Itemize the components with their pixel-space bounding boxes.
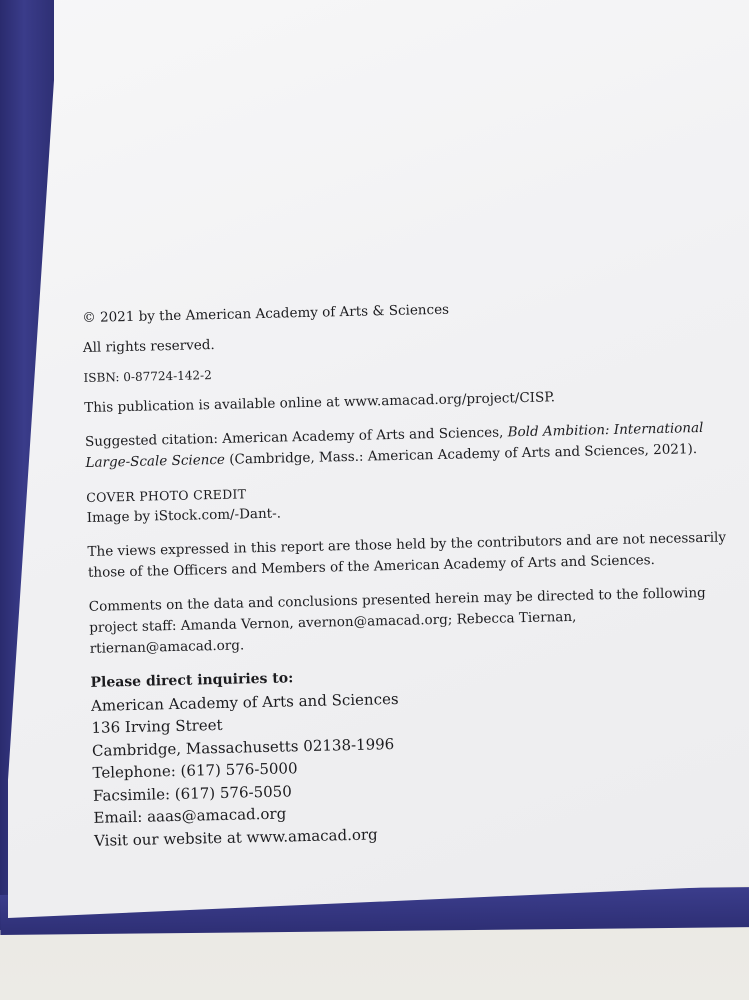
city-address: Cambridge, Massachusetts 02138-1996 [91,734,395,760]
organization-name: American Academy of Arts and Sciences [90,689,399,715]
citation-prefix: Suggested citation: American Academy of Arts and Sciences, [84,424,508,450]
copyright-text: 2021 by the American Academy of Arts & Sciences [99,301,450,326]
online-availability: This publication is available online at www.amacad.org/project/CISP. [84,389,556,416]
citation-title: Bold Ambition: International Large-Scale Science [85,419,704,471]
website: Visit our website at www.amacad.org [93,824,378,850]
inquiries-heading: Please direct inquiries to: [90,670,294,691]
street-address: 136 Irving Street [91,715,223,737]
disclaimer: The views expressed in this report are those held by the contributors and are not necessarily those of the Officers and Members of the American Academy of Arts and Sciences. [87,529,727,581]
copyright-page-text [82,293,734,851]
facsimile: Facsimile: (617) 576-5050 [92,781,292,805]
isbn: ISBN: 0-87724-142-2 [83,368,212,385]
telephone: Telephone: (617) 576-5000 [92,759,298,782]
inquiries-block [90,657,734,851]
copyright-symbol: © [82,309,96,326]
suggested-citation [85,417,726,474]
cover-photo-heading: COVER PHOTO CREDIT [86,486,247,505]
citation-suffix: (Cambridge, Mass.: American Academy of Arts and Sciences, 2021). [224,441,698,468]
comments-contact: Comments on the data and conclusions presented herein may be directed to the following project staff: Amanda Vernon, avernon@amacad.org; Rebecca Tiernan, rtiernan@amacad.org. [88,584,706,657]
cover-photo-credit: Image by iStock.com/-Dant-. [86,505,282,526]
rights-reserved: All rights reserved. [82,337,215,356]
email: Email: aaas@amacad.org [93,804,287,827]
